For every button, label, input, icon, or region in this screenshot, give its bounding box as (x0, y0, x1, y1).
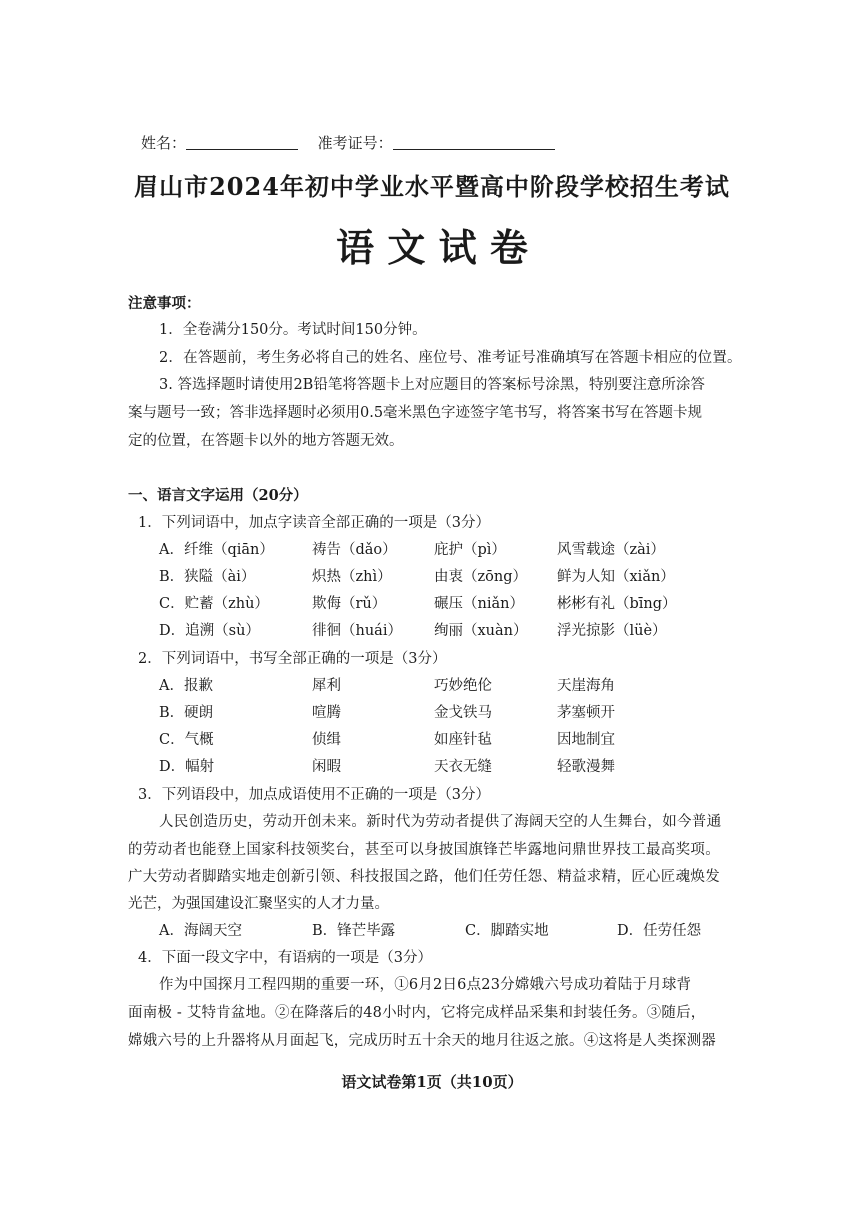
q1-option-a-2: 祷告（dǎo） (312, 542, 397, 558)
q2-option-d-3: 天衣无缝 (434, 759, 492, 775)
q2-option-a-1: A．报歉 (159, 678, 213, 694)
candidate-info-line (141, 133, 555, 153)
q4-stem: 4．下面一段文字中，有语病的一项是（3分） (138, 950, 432, 966)
q3-paragraph-line-2: 的劳动者也能登上国家科技领奖台，甚至可以身披国旗锋芒毕露地问鼎世界技工最高奖项。 (128, 842, 720, 858)
q2-option-d-4: 轻歌漫舞 (557, 759, 615, 775)
q2-option-c-1: C．气概 (159, 732, 214, 748)
q2-option-a-2: 犀利 (312, 678, 341, 694)
notice-item-2: 2．在答题前，考生务必将自己的姓名、座位号、准考证号准确填写在答题卡相应的位置。 (159, 350, 742, 366)
q3-paragraph-line-3: 广大劳动者脚踏实地走创新引领、科技报国之路，他们任劳任怨、精益求精，匠心匠魂焕发 (128, 869, 720, 885)
q1-option-a-4: 风雪载途（zài） (557, 542, 665, 558)
q4-paragraph-line-2: 面南极 - 艾特肯盆地。②在降落后的48小时内，它将完成样品采集和封装任务。③随后， (128, 1005, 706, 1021)
q1-option-b-3: 由衷（zōng） (434, 569, 527, 585)
notice-item-1: 1．全卷满分150分。考试时间150分钟。 (159, 322, 427, 338)
q1-option-b-4: 鲜为人知（xiǎn） (557, 569, 675, 585)
name-blank (186, 135, 298, 150)
notice-item-3-line-2: 案与题号一致；答非选择题时必须用0.5毫米黑色字迹签字笔书写，将答案书写在答题卡规 (128, 405, 703, 421)
q1-option-d-1: D．追溯（sù） (159, 623, 260, 639)
q1-option-c-2: 欺侮（rǔ） (312, 596, 387, 612)
q2-option-d-2: 闲暇 (312, 759, 341, 775)
q1-option-d-4: 浮光掠影（lüè） (557, 623, 667, 639)
name-label: 姓名： (141, 134, 187, 152)
notice-item-3-line-3: 定的位置，在答题卡以外的地方答题无效。 (128, 433, 404, 449)
q3-option-c: C．脚踏实地 (465, 923, 549, 939)
q2-stem: 2．下列词语中，书写全部正确的一项是（3分） (138, 651, 447, 667)
q1-option-c-4: 彬彬有礼（bīng） (557, 596, 677, 612)
q2-option-c-3: 如座针毡 (434, 732, 492, 748)
subject-title: 语 文 试 卷 (336, 225, 528, 270)
q1-option-c-3: 碾压（niǎn） (434, 596, 524, 612)
q2-option-c-4: 因地制宜 (557, 732, 615, 748)
q2-option-a-4: 天崖海角 (557, 678, 615, 694)
q3-paragraph-line-1: 人民创造历史，劳动开创未来。新时代为劳动者提供了海阔天空的人生舞台，如今普通 (159, 814, 722, 830)
q1-option-b-2: 炽热（zhì） (312, 569, 392, 585)
notice-heading: 注意事项： (128, 295, 201, 312)
q4-paragraph-line-3: 嫦娥六号的上升器将从月面起飞，完成历时五十余天的地月往返之旅。④这将是人类探测器 (128, 1033, 716, 1049)
q2-option-b-2: 喧腾 (312, 705, 341, 721)
page-footer: 语文试卷第1页（共10页） (341, 1073, 523, 1091)
q1-option-d-3: 绚丽（xuàn） (434, 623, 528, 639)
id-label: 准考证号： (317, 134, 393, 152)
q2-option-a-3: 巧妙绝伦 (434, 678, 492, 694)
q3-paragraph-line-4: 光芒，为强国建设汇聚坚实的人才力量。 (128, 896, 389, 912)
exam-title: 眉山市2024年初中学业水平暨高中阶段学校招生考试 (134, 172, 730, 201)
section-1-heading: 一、语言文字运用（20分） (128, 487, 308, 504)
q1-option-a-3: 庇护（pì） (434, 542, 506, 558)
q3-stem: 3．下列语段中，加点成语使用不正确的一项是（3分） (138, 787, 490, 803)
q1-option-a-1: A．纤维（qiān） (159, 542, 274, 558)
q2-option-b-3: 金戈铁马 (434, 705, 492, 721)
q4-paragraph-line-1: 作为中国探月工程四期的重要一环，①6月2日6点23分嫦娥六号成功着陆于月球背 (159, 977, 692, 993)
id-blank (393, 135, 555, 150)
q1-option-d-2: 徘徊（huái） (312, 623, 402, 639)
q3-option-d: D．任劳任怨 (617, 923, 702, 939)
q3-option-b: B．锋芒毕露 (312, 923, 396, 939)
q2-option-b-4: 茅塞顿开 (557, 705, 615, 721)
q1-option-b-1: B．狭隘（ài） (159, 569, 256, 585)
q2-option-b-1: B．硬朗 (159, 705, 214, 721)
q2-option-d-1: D．幅射 (159, 759, 215, 775)
q1-option-c-1: C．贮蓄（zhù） (159, 596, 269, 612)
q3-option-a: A．海阔天空 (159, 923, 242, 939)
q2-option-c-2: 侦缉 (312, 732, 341, 748)
notice-item-3-line-1: 3. 答选择题时请使用2B铅笔将答题卡上对应题目的答案标号涂黑，特别要注意所涂答 (159, 377, 705, 393)
q1-stem: 1．下列词语中，加点字读音全部正确的一项是（3分） (138, 515, 490, 531)
